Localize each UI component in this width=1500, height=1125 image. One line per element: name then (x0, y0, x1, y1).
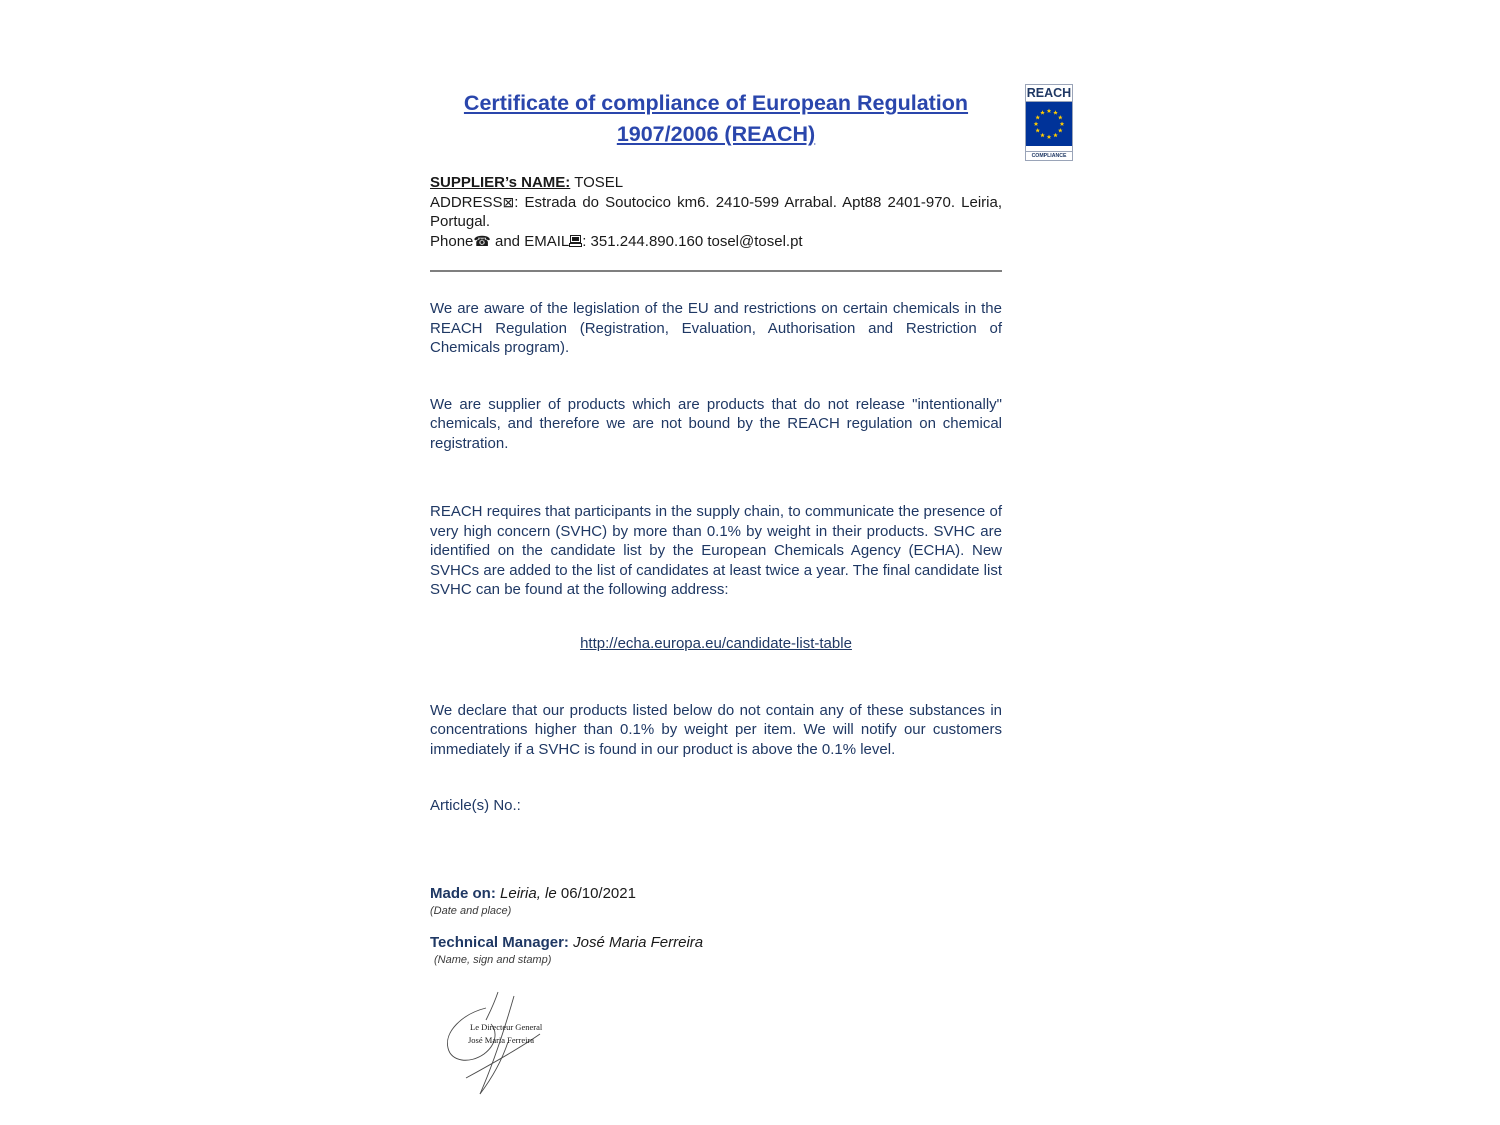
envelope-icon: ⊠ (502, 193, 515, 210)
paragraph-supplier-statement: We are supplier of products which are products that do not release "intentionally" chemicals, and therefore we are not bound by the REACH regulation on chemical registration. (430, 395, 1002, 452)
name-sign-stamp-note: (Name, sign and stamp) (434, 954, 552, 966)
contact-value: : 351.244.890.160 tosel@tosel.pt (582, 232, 803, 250)
eu-flag-icon (1026, 102, 1072, 151)
page-title (430, 88, 1002, 150)
title-line-2: 1907/2006 (REACH) (616, 122, 816, 146)
supplier-block (430, 173, 1002, 251)
technical-manager-line (430, 934, 1002, 951)
supplier-name-value: TOSEL (570, 174, 624, 191)
reach-logo-text: REACH (1026, 86, 1072, 100)
date-place-note: (Date and place) (430, 905, 512, 917)
made-on-place: Leiria, le (495, 885, 561, 902)
phone-label: Phone (430, 232, 474, 250)
signature-stamp (436, 990, 576, 1100)
address-label: ADDRESS (430, 193, 503, 211)
made-on-label: Made on: (430, 885, 496, 902)
paragraph-reach-awareness: We are aware of the legislation of the EU and restrictions on certain chemicals in the REACH Regulation (Registration, Evaluation, Authorisation and Restriction of Chemicals program). (430, 300, 1002, 356)
computer-icon (569, 233, 582, 250)
horizontal-divider (430, 270, 1002, 272)
paragraph-svhc-requirement: REACH requires that participants in the supply chain, to communicate the presence of very high concern (SVHC) by more than 0.1% by weight in their products. SVHC are identified on the candidate list by the European Chemicals Agency (ECHA). New SVHCs are added to the list of candidates at least twice a year. The final candidate list SVHC can be found at the following address: (430, 503, 1002, 598)
candidate-list-link[interactable]: http://echa.europa.eu/candidate-list-table (580, 634, 852, 652)
paragraph-declaration: We declare that our products listed below do not contain any of these substances in concentrations higher than 0.1% by weight per item. We will notify our customers immediately if a SVHC is found in our product is above the 0.1% level. (430, 701, 1002, 758)
telephone-icon: ☎ (473, 232, 491, 249)
stamp-text-line-1: Le Directeur General (470, 1022, 543, 1032)
technical-manager-name: José Maria Ferreira (568, 934, 704, 951)
articles-no-label: Article(s) No.: (430, 797, 521, 814)
reach-compliance-logo (1025, 84, 1073, 161)
compliance-logo-text: COMPLIANCE (1026, 151, 1072, 160)
document-body (430, 0, 1002, 1100)
email-label: and EMAIL (490, 232, 570, 250)
made-on-line (430, 885, 1002, 902)
stamp-text-line-2: José Maria Ferreira (468, 1035, 535, 1045)
address-value: : Estrada do Soutocico km6. 2410-599 Arrabal. Apt88 2401-970. Leiria, Portugal. (430, 193, 1002, 230)
title-line-1: Certificate of compliance of European Regulation (463, 91, 969, 115)
technical-manager-label: Technical Manager: (430, 934, 569, 951)
made-on-date: 06/10/2021 (560, 885, 636, 902)
candidate-list-link-line (430, 635, 1002, 653)
supplier-name-label: SUPPLIER’s NAME: (430, 174, 571, 191)
